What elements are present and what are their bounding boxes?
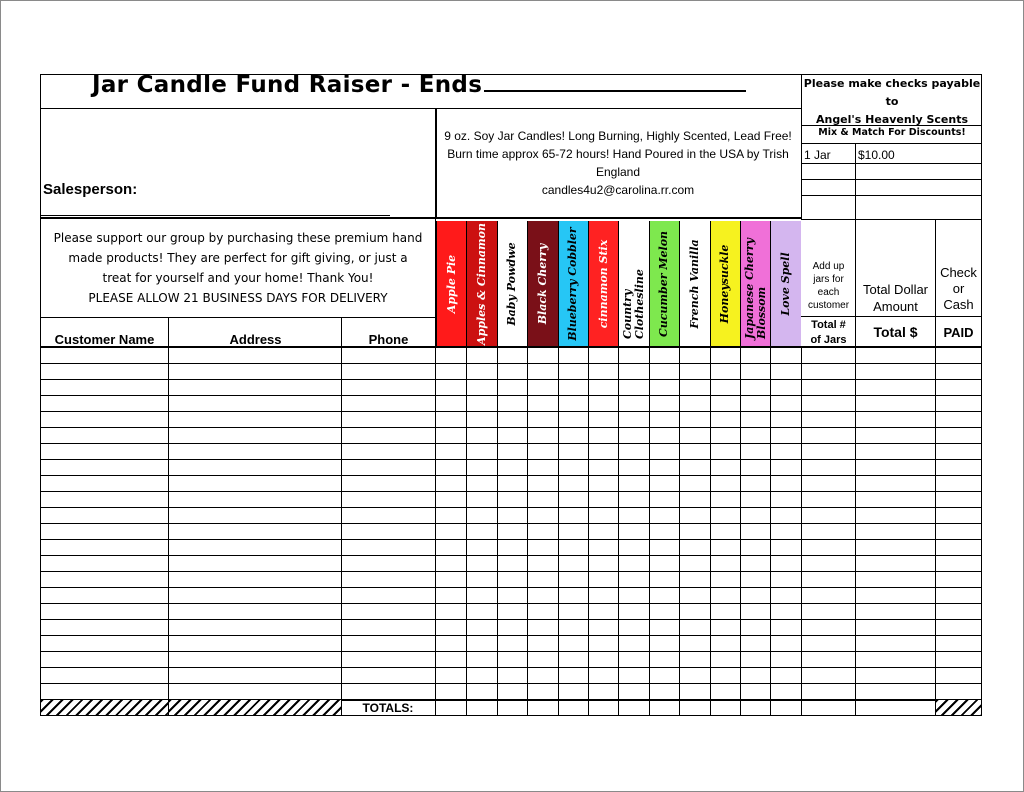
table-row-line — [40, 491, 982, 492]
price-qty: 1 Jar — [804, 148, 831, 162]
table-row-line — [40, 651, 982, 652]
form-title: Jar Candle Fund Raiser - Ends — [92, 72, 746, 98]
table-row-line — [40, 635, 982, 636]
scent-label: French Vanilla — [687, 239, 701, 329]
scent-header-3 — [527, 221, 557, 347]
scent-col-line — [740, 347, 741, 716]
scent-label: Country Clothesline — [621, 269, 647, 339]
totals-hatch-address — [169, 700, 341, 715]
table-row-line — [40, 555, 982, 556]
scent-header-1 — [466, 221, 496, 347]
scent-header-9 — [710, 221, 740, 347]
scent-col-line — [649, 347, 650, 716]
scent-label: Apple Pie — [444, 254, 458, 314]
scent-header-11 — [770, 221, 800, 347]
scent-label: cinnamon Stix — [596, 239, 610, 329]
table-row-line — [40, 507, 982, 508]
scent-header-10 — [740, 221, 770, 347]
table-row-line — [40, 683, 982, 684]
scent-header-4 — [558, 221, 588, 347]
table-row-line — [40, 667, 982, 668]
end-date-blank[interactable] — [484, 72, 746, 92]
table-row-line — [40, 587, 982, 588]
right-header-top — [801, 219, 982, 220]
total-jars-header: Total # of Jars — [810, 319, 847, 346]
address-header: Address — [229, 332, 282, 347]
paid-header: PAID — [943, 325, 974, 340]
totals-label: TOTALS: — [362, 701, 414, 715]
table-row-line — [40, 363, 982, 364]
table-row-line — [40, 395, 982, 396]
scent-label: Blueberry Cobbler — [566, 227, 580, 341]
total-dollar-note: Total Dollar Amount — [862, 282, 929, 314]
discount-col-line — [855, 143, 856, 220]
title-divider — [40, 108, 802, 109]
totals-hatch-paid — [936, 700, 981, 715]
scent-label: Japanese Cherry Blossom — [742, 238, 768, 339]
scent-col-line — [770, 347, 771, 716]
scent-header-6 — [618, 221, 648, 347]
table-row-line — [40, 571, 982, 572]
support-message: Please support our group by purchasing these premium hand made products! They are perfect for gift giving, or just a treat for yourself and your home! Thank You! PLEASE ALLOW 21 BUSINESS DAYS FOR DELIVERY — [53, 231, 423, 305]
table-row-line — [40, 523, 982, 524]
discount-row-line — [801, 143, 982, 144]
discount-title: Mix & Match For Discounts! — [818, 127, 966, 138]
customer-col-line — [168, 317, 169, 716]
scent-col-line — [679, 347, 680, 716]
scent-label: Baby Powdwe — [505, 242, 519, 326]
scent-col-line — [497, 347, 498, 716]
table-row-line — [40, 475, 982, 476]
salesperson-blank[interactable] — [40, 215, 390, 216]
price-amount: $10.00 — [858, 148, 895, 162]
product-description: 9 oz. Soy Jar Candles! Long Burning, Highly Scented, Lead Free! Burn time approx 65-72 hours! Hand Poured in the USA by Trish England candles4u2@carolina.rr.com — [444, 129, 792, 197]
salesperson-label: Salesperson: — [43, 181, 138, 198]
totals-hatch-customer — [41, 700, 168, 715]
scent-header-7 — [649, 221, 679, 347]
add-up-note: Add up jars for each customer — [807, 261, 850, 311]
discount-row-line — [801, 195, 982, 196]
scent-col-line — [558, 347, 559, 716]
scent-col-line — [618, 347, 619, 716]
table-row-line — [40, 427, 982, 428]
discount-row-line — [801, 163, 982, 164]
scent-label: Apples & Cinnamon — [475, 223, 489, 345]
scent-label: Honeysuckle — [718, 244, 732, 324]
total-dollar-header: Total $ — [873, 324, 918, 340]
address-col-line — [341, 317, 342, 716]
table-row-line — [40, 443, 982, 444]
scent-header-5 — [588, 221, 618, 347]
left-header-top — [40, 317, 436, 318]
discount-row-line — [801, 179, 982, 180]
table-row-line — [40, 603, 982, 604]
scent-col-line — [527, 347, 528, 716]
header-bottom-border — [40, 217, 802, 219]
table-row-line — [40, 619, 982, 620]
scent-col-line — [588, 347, 589, 716]
payment-method-note: Check or Cash — [940, 265, 977, 312]
outer-bottom-border — [40, 715, 982, 716]
phone-header: Phone — [368, 332, 409, 347]
customer-name-header: Customer Name — [54, 332, 155, 347]
right-subheader-line — [801, 316, 982, 317]
discount-top — [801, 125, 982, 126]
table-row-line — [40, 459, 982, 460]
payable-note: Please make checks payable to Angel's Heavenly Scents — [803, 77, 981, 126]
scent-header-8 — [679, 221, 709, 347]
scent-label: Black Cherry — [535, 243, 549, 325]
scent-col-line — [466, 347, 467, 716]
scent-header-2 — [497, 221, 527, 347]
grid-header-bottom — [40, 346, 982, 348]
scent-col-line — [710, 347, 711, 716]
scent-header-0 — [436, 221, 466, 347]
phone-col-line — [435, 219, 436, 716]
scent-label: Cucumber Melon — [657, 230, 671, 338]
scent-col-line — [801, 347, 802, 716]
table-row-line — [40, 379, 982, 380]
scent-label: Love Spell — [779, 252, 793, 316]
table-row-line — [40, 411, 982, 412]
table-row-line — [40, 539, 982, 540]
